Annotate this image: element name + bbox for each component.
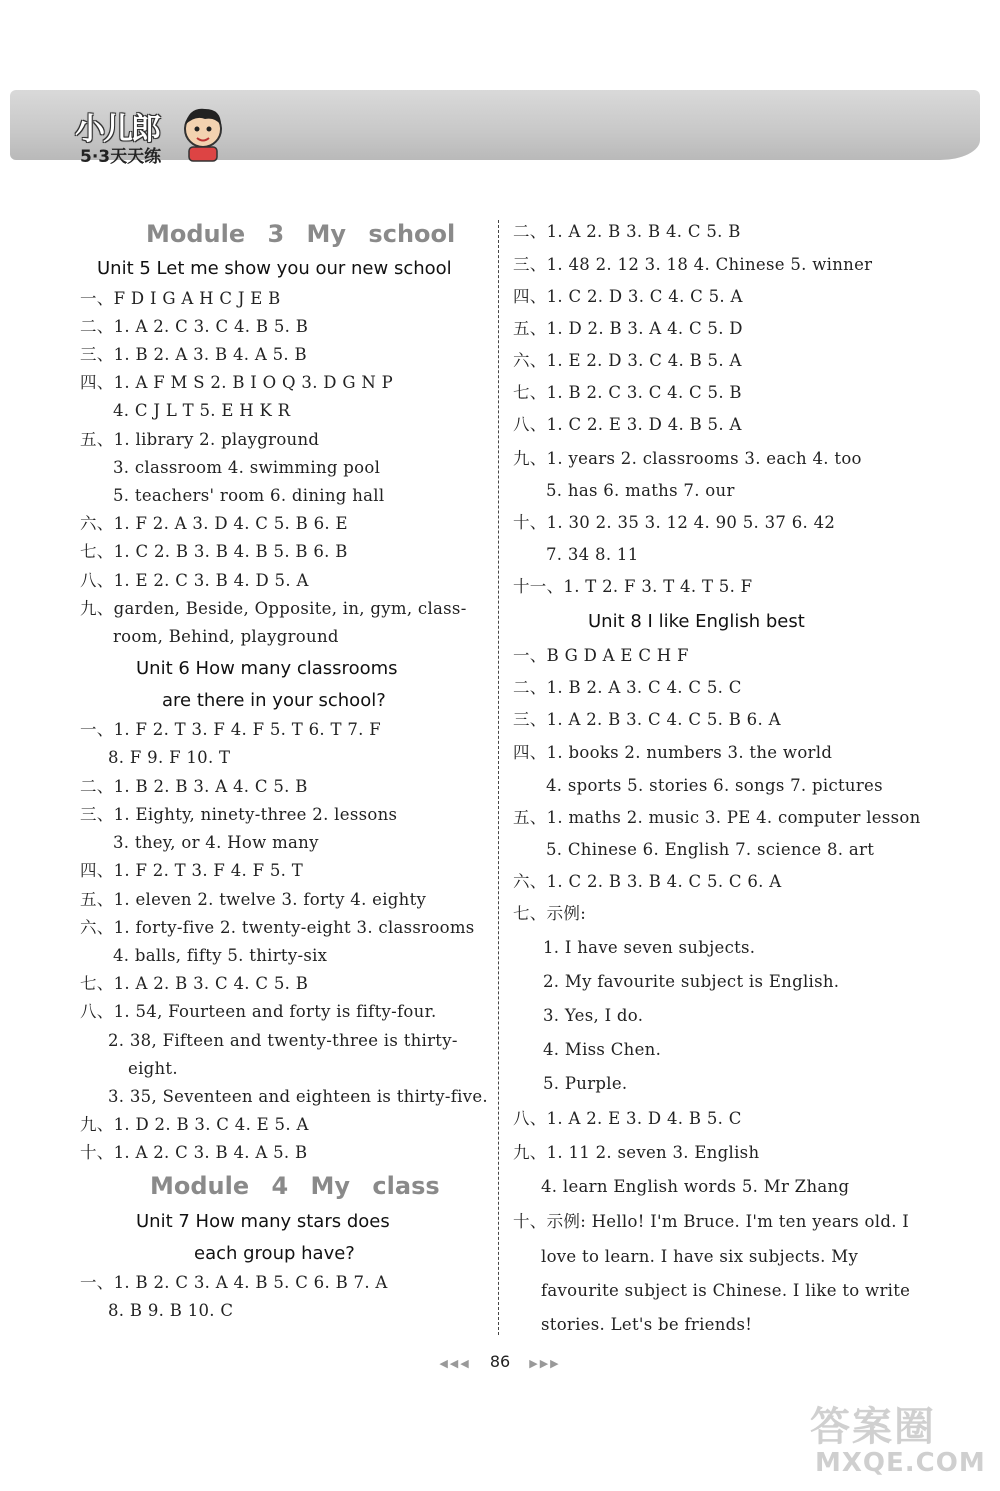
unit-7-title: Unit 7 How many stars does — [136, 1211, 390, 1232]
answer-line: 4. C J L T 5. E H K R — [113, 401, 291, 420]
answer-line: 十、示例: Hello! I'm Bruce. I'm ten years old. I — [513, 1212, 910, 1231]
answer-line: 五、1. maths 2. music 3. PE 4. computer lesson — [513, 808, 921, 827]
unit-7-title-cont: each group have? — [194, 1243, 355, 1264]
answer-line: 5. Purple. — [543, 1074, 628, 1093]
answer-line: 十、1. 30 2. 35 3. 12 4. 90 5. 37 6. 42 — [513, 513, 836, 532]
answer-line: 一、1. F 2. T 3. F 4. F 5. T 6. T 7. F — [80, 720, 381, 739]
answer-line: room, Behind, playground — [113, 627, 339, 646]
answer-line: 2. 38, Fifteen and twenty-three is thirty- — [108, 1031, 458, 1050]
answer-line: 七、1. A 2. B 3. C 4. C 5. B — [80, 974, 309, 993]
answer-line: 六、1. F 2. A 3. D 4. C 5. B 6. E — [80, 514, 348, 533]
answer-line: 7. 34 8. 11 — [546, 545, 639, 564]
mascot-boy-icon — [175, 103, 231, 163]
answer-line: 三、1. 48 2. 12 3. 18 4. Chinese 5. winner — [513, 255, 873, 274]
answer-line: 四、1. books 2. numbers 3. the world — [513, 743, 833, 762]
answer-line: 8. B 9. B 10. C — [108, 1301, 234, 1320]
answer-line: 九、1. 11 2. seven 3. English — [513, 1143, 760, 1162]
answer-line: 十一、1. T 2. F 3. T 4. T 5. F — [513, 577, 753, 596]
column-divider — [498, 220, 499, 1335]
answer-line: 4. Miss Chen. — [543, 1040, 662, 1059]
answer-line: 2. My favourite subject is English. — [543, 972, 840, 991]
answer-line: favourite subject is Chinese. I like to write — [541, 1281, 911, 1300]
answer-line: 五、1. eleven 2. twelve 3. forty 4. eighty — [80, 890, 427, 909]
answer-line: 六、1. E 2. D 3. C 4. B 5. A — [513, 351, 742, 370]
answer-line: eight. — [128, 1059, 178, 1078]
module-4-title: Module 4 My class — [150, 1172, 440, 1200]
answer-line: 四、1. C 2. D 3. C 4. C 5. A — [513, 287, 743, 306]
answer-line: 五、1. library 2. playground — [80, 430, 320, 449]
answer-line: 二、1. A 2. B 3. B 4. C 5. B — [513, 222, 741, 241]
watermark-logo: 答案圈 — [810, 1404, 936, 1450]
brand-logo-title: 小儿郎 — [75, 112, 159, 147]
answer-line: 九、1. D 2. B 3. C 4. E 5. A — [80, 1115, 309, 1134]
answer-line: 二、1. B 2. A 3. C 4. C 5. C — [513, 678, 742, 697]
answer-line: 5. teachers' room 6. dining hall — [113, 486, 385, 505]
answer-line: 4. learn English words 5. Mr Zhang — [541, 1177, 850, 1196]
answer-line: 3. 35, Seventeen and eighteen is thirty-five. — [108, 1087, 488, 1106]
unit-5-title: Unit 5 Let me show you our new school — [97, 258, 452, 279]
watermark-url: MXQE.COM — [815, 1448, 986, 1478]
answer-line: 一、F D I G A H C J E B — [80, 289, 281, 308]
unit-6-title: Unit 6 How many classrooms — [136, 658, 398, 679]
answer-line: 七、1. C 2. B 3. B 4. B 5. B 6. B — [80, 542, 348, 561]
answer-line: 十、1. A 2. C 3. B 4. A 5. B — [80, 1143, 308, 1162]
prev-arrows-icon: ◀◀◀ — [439, 1357, 471, 1370]
answer-line: 三、1. Eighty, ninety-three 2. lessons — [80, 805, 398, 824]
answer-line: 4. balls, fifty 5. thirty-six — [113, 946, 328, 965]
answer-line: 1. I have seven subjects. — [543, 938, 756, 957]
answer-line: 八、1. C 2. E 3. D 4. B 5. A — [513, 415, 742, 434]
module-3-title: Module 3 My school — [146, 220, 456, 248]
answer-line: 七、示例: — [513, 904, 587, 923]
answer-line: 五、1. D 2. B 3. A 4. C 5. D — [513, 319, 743, 338]
answer-line: 七、1. B 2. C 3. C 4. C 5. B — [513, 383, 742, 402]
answer-line: love to learn. I have six subjects. My — [541, 1247, 859, 1266]
answer-line: 二、1. A 2. C 3. C 4. B 5. B — [80, 317, 309, 336]
answer-line: 八、1. E 2. C 3. B 4. D 5. A — [80, 571, 309, 590]
answer-line: 一、1. B 2. C 3. A 4. B 5. C 6. B 7. A — [80, 1273, 388, 1292]
next-arrows-icon: ▶▶▶ — [529, 1357, 561, 1370]
answer-line: 4. sports 5. stories 6. songs 7. pictures — [546, 776, 883, 795]
answer-line: 六、1. forty-five 2. twenty-eight 3. classrooms — [80, 918, 475, 937]
answer-line: 三、1. B 2. A 3. B 4. A 5. B — [80, 345, 307, 364]
answer-line: 5. has 6. maths 7. our — [546, 481, 735, 500]
answer-line: 8. F 9. F 10. T — [108, 748, 231, 767]
answer-line: 3. Yes, I do. — [543, 1006, 644, 1025]
brand-logo-subtitle: 5·3天天练 — [80, 147, 162, 167]
answer-line: 四、1. A F M S 2. B I O Q 3. D G N P — [80, 373, 394, 392]
answer-line: 3. classroom 4. swimming pool — [113, 458, 381, 477]
answer-line: 九、1. years 2. classrooms 3. each 4. too — [513, 449, 862, 468]
unit-6-title-cont: are there in your school? — [162, 690, 386, 711]
answer-line: 六、1. C 2. B 3. B 4. C 5. C 6. A — [513, 872, 782, 891]
answer-line: 九、garden, Beside, Opposite, in, gym, class- — [80, 599, 467, 618]
answer-line: 八、1. 54, Fourteen and forty is fifty-four. — [80, 1002, 437, 1021]
answer-line: 5. Chinese 6. English 7. science 8. art — [546, 840, 875, 859]
answer-line: stories. Let's be friends! — [541, 1315, 753, 1334]
answer-line: 一、B G D A E C H F — [513, 646, 689, 665]
answer-line: 二、1. B 2. B 3. A 4. C 5. B — [80, 777, 308, 796]
page-number: 86 — [489, 1352, 511, 1371]
answer-line: 三、1. A 2. B 3. C 4. C 5. B 6. A — [513, 710, 781, 729]
page-footer — [0, 1352, 1000, 1371]
answer-line: 四、1. F 2. T 3. F 4. F 5. T — [80, 861, 304, 880]
unit-8-title: Unit 8 I like English best — [588, 611, 805, 632]
answer-line: 3. they, or 4. How many — [113, 833, 319, 852]
answer-line: 八、1. A 2. E 3. D 4. B 5. C — [513, 1109, 742, 1128]
